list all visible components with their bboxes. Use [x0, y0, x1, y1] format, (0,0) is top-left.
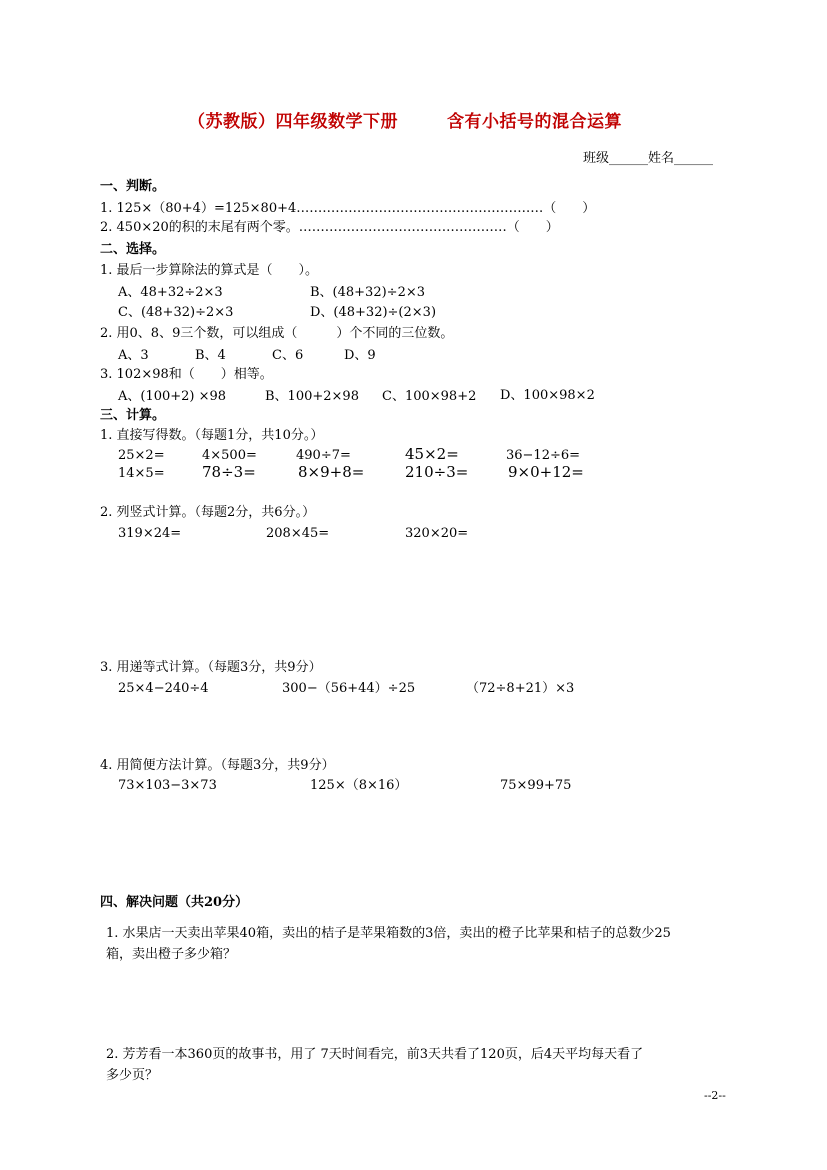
- choice-q1-option-a: A、48+32÷2×3: [118, 285, 223, 300]
- choice-q3-option-a: A、(100+2) ×98: [118, 389, 227, 404]
- choice-q1-stem: 1. 最后一步算除法的算式是（ ）。: [100, 263, 319, 278]
- choice-q2-option-a: A、3: [118, 348, 149, 363]
- choice-q2-option-c: C、6: [272, 348, 304, 363]
- judge-item-2: 2. 450×20的积的末尾有两个零。…………………………………………（ ）: [100, 220, 559, 235]
- oral-calc-3: 490÷7=: [296, 448, 351, 463]
- oral-calc-1: 25×2=: [118, 448, 165, 463]
- oral-calc-10: 9×0+12=: [508, 463, 584, 481]
- choice-q2-option-d: D、9: [344, 348, 376, 363]
- vertical-calc-3: 320×20=: [405, 526, 469, 541]
- choice-q1-option-b: B、(48+32)÷2×3: [310, 285, 426, 300]
- choice-q1-option-d: D、(48+32)÷(2×3): [310, 305, 437, 320]
- vertical-calc-2: 208×45=: [266, 526, 330, 541]
- simple-calc-1: 73×103−3×73: [118, 778, 217, 793]
- calc-q3-stem: 3. 用递等式计算。（每题3分，共9分）: [100, 660, 322, 675]
- section1-heading: 一、判断。: [100, 179, 166, 194]
- calc-q1-stem: 1. 直接写得数。（每题1分，共10分。）: [100, 428, 324, 443]
- page-subtitle: 含有小括号的混合运算: [447, 112, 622, 132]
- vertical-calc-1: 319×24=: [118, 526, 182, 541]
- oral-calc-9: 210÷3=: [405, 463, 469, 481]
- section4-heading: 四、解决问题（共20分）: [100, 895, 249, 910]
- word-problem-2-line1: 2. 芳芳看一本360页的故事书，用了 7天时间看完，前3天共看了120页，后4天平均每天看了: [106, 1047, 644, 1062]
- choice-q3-option-b: B、100+2×98: [265, 389, 359, 404]
- word-problem-1-line1: 1. 水果店一天卖出苹果40箱，卖出的桔子是苹果箱数的3倍，卖出的橙子比苹果和桔子的总数少25: [106, 926, 671, 941]
- calc-q2-stem: 2. 列竖式计算。（每题2分，共6分。）: [100, 505, 316, 520]
- oral-calc-7: 78÷3=: [202, 463, 256, 481]
- word-problem-2-line2: 多少页？: [106, 1068, 159, 1083]
- oral-calc-5: 36−12÷6=: [506, 448, 581, 463]
- judge-item-1: 1. 125×（80+4）=125×80+4…………………………………………………（ ）: [100, 201, 596, 216]
- simple-calc-3: 75×99+75: [500, 778, 572, 793]
- section3-heading: 三、计算。: [100, 408, 166, 423]
- class-name-line: 班级______姓名______: [583, 151, 714, 166]
- oral-calc-2: 4×500=: [202, 448, 257, 463]
- choice-q3-stem: 3. 102×98和（ ）相等。: [100, 367, 273, 382]
- step-calc-3: （72÷8+21）×3: [466, 681, 575, 696]
- simple-calc-2: 125×（8×16）: [310, 778, 408, 793]
- oral-calc-6: 14×5=: [118, 466, 165, 481]
- choice-q3-option-d: D、100×98×2: [500, 388, 595, 403]
- choice-q2-option-b: B、4: [195, 348, 226, 363]
- choice-q3-option-c: C、100×98+2: [382, 389, 477, 404]
- word-problem-1-line2: 箱，卖出橙子多少箱？: [106, 947, 237, 962]
- step-calc-2: 300−（56+44）÷25: [282, 681, 416, 696]
- calc-q4-stem: 4. 用简便方法计算。（每题3分，共9分）: [100, 758, 335, 773]
- step-calc-1: 25×4−240÷4: [118, 681, 209, 696]
- oral-calc-4: 45×2=: [405, 445, 459, 463]
- choice-q2-stem: 2. 用0、8、9三个数，可以组成（ ）个不同的三位数。: [100, 326, 454, 341]
- oral-calc-8: 8×9+8=: [298, 463, 365, 481]
- section2-heading: 二、选择。: [100, 242, 166, 257]
- page-number: --2--: [704, 1089, 726, 1102]
- page-title: （苏教版）四年级数学下册: [188, 112, 398, 132]
- choice-q1-option-c: C、(48+32)÷2×3: [118, 305, 234, 320]
